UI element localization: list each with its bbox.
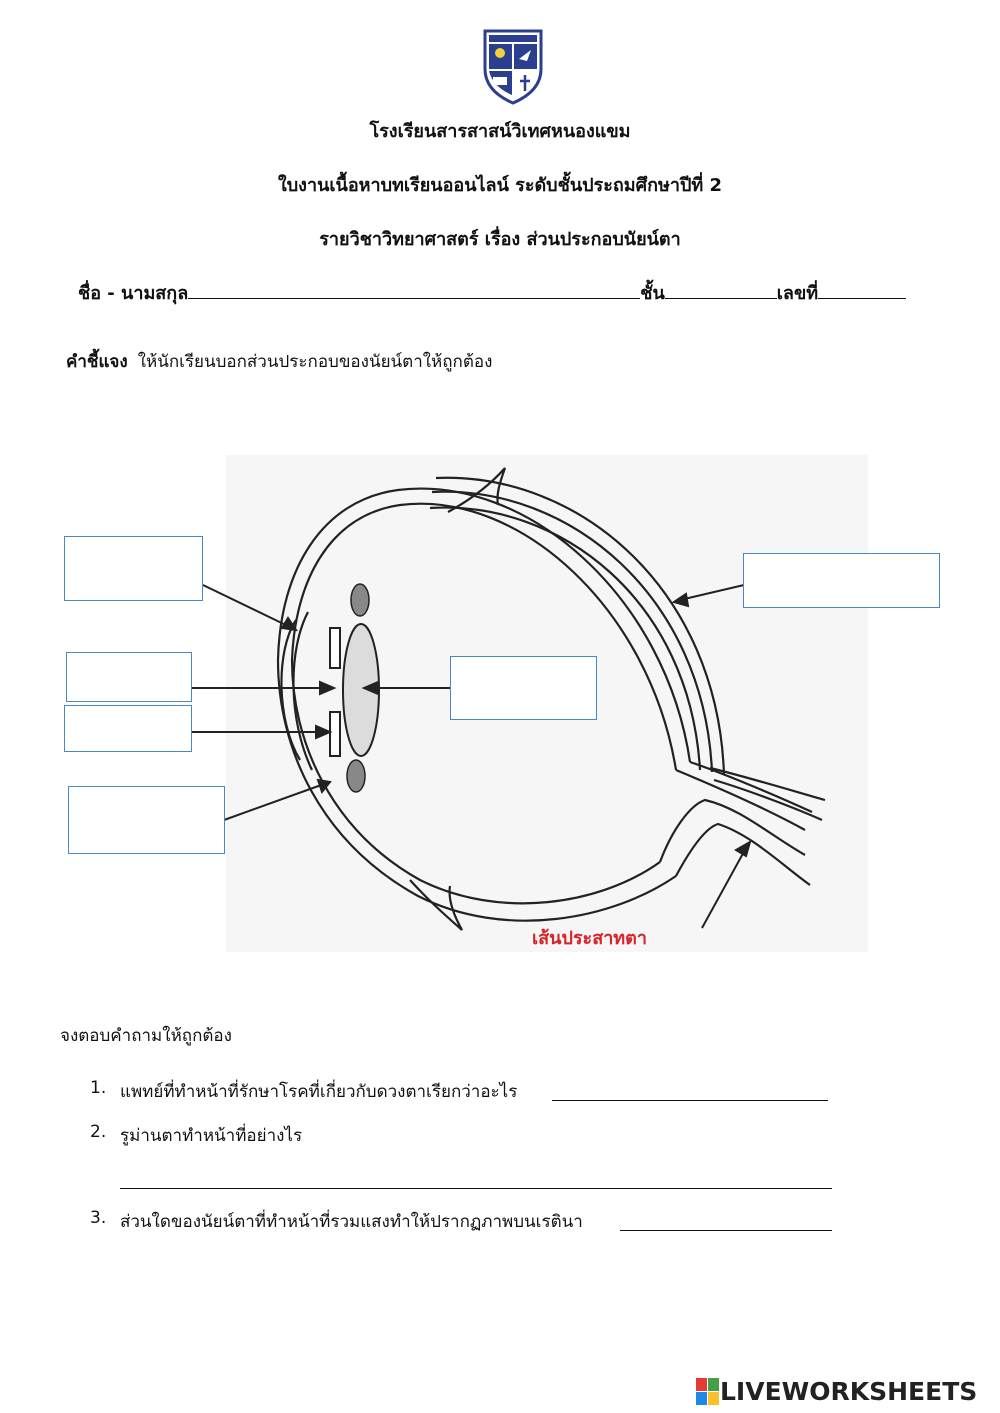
liveworksheets-footer — [696, 1377, 996, 1409]
worksheet-title: ใบงานเนื้อหาบทเรียนออนไลน์ ระดับชั้นประถมศึกษาปีที่ 2 — [277, 175, 723, 196]
answer-box-ciliary[interactable] — [68, 786, 225, 854]
subject-title: รายวิชาวิทยาศาสตร์ เรื่อง ส่วนประกอบนัยน์ตา — [319, 229, 681, 250]
answer-box-retina[interactable] — [743, 553, 940, 608]
answer-box-iris[interactable] — [64, 705, 192, 752]
questions-heading: จงตอบคำถามให้ถูกต้อง — [60, 1026, 232, 1046]
name-label: ชื่อ - นามสกุล — [78, 283, 189, 304]
name-blank[interactable] — [188, 280, 640, 299]
question-text: รูม่านตาทำหน้าที่อย่างไร — [120, 1126, 303, 1146]
question-3 — [0, 1208, 1000, 1238]
question-text: ส่วนใดของนัยน์ตาที่ทำหน้าที่รวมแสงทำให้ปรากฏภาพบนเรตินา — [120, 1212, 583, 1232]
iris-top — [330, 628, 340, 668]
iris-bottom — [330, 712, 340, 756]
class-label: ชั้น — [640, 283, 665, 304]
school-name: โรงเรียนสารสาสน์วิเทศหนองแขม — [369, 121, 631, 142]
instruction-text: ให้นักเรียนบอกส่วนประกอบของนัยน์ตาให้ถูกต้อง — [137, 352, 493, 372]
class-blank[interactable] — [665, 280, 777, 299]
liveworksheets-logo-icon — [696, 1378, 720, 1406]
optic-nerve-label: เส้นประสาทตา — [532, 928, 647, 949]
school-logo — [481, 25, 545, 105]
answer-line[interactable] — [120, 1188, 832, 1189]
instruction-label: คำชี้แจง — [66, 352, 128, 372]
answer-line[interactable] — [620, 1230, 832, 1231]
question-number: 2. — [90, 1122, 107, 1142]
question-text: แพทย์ที่ทำหน้าที่รักษาโรคที่เกี่ยวกับดวงตาเรียกว่าอะไร — [120, 1082, 518, 1102]
question-number: 3. — [90, 1208, 107, 1228]
instruction — [66, 348, 492, 375]
answer-box-pupil[interactable] — [66, 652, 192, 702]
student-info-row — [78, 278, 906, 307]
number-blank[interactable] — [818, 280, 906, 299]
question-number: 1. — [90, 1078, 107, 1098]
answer-line[interactable] — [552, 1100, 828, 1101]
question-2 — [0, 1122, 1000, 1192]
answer-box-lens[interactable] — [450, 656, 597, 720]
eye-diagram — [0, 440, 1000, 970]
question-1 — [0, 1078, 1000, 1108]
liveworksheets-brand: LIVEWORKSHEETS — [720, 1377, 978, 1406]
answer-box-cornea[interactable] — [64, 536, 203, 601]
number-label: เลขที่ — [776, 283, 819, 304]
